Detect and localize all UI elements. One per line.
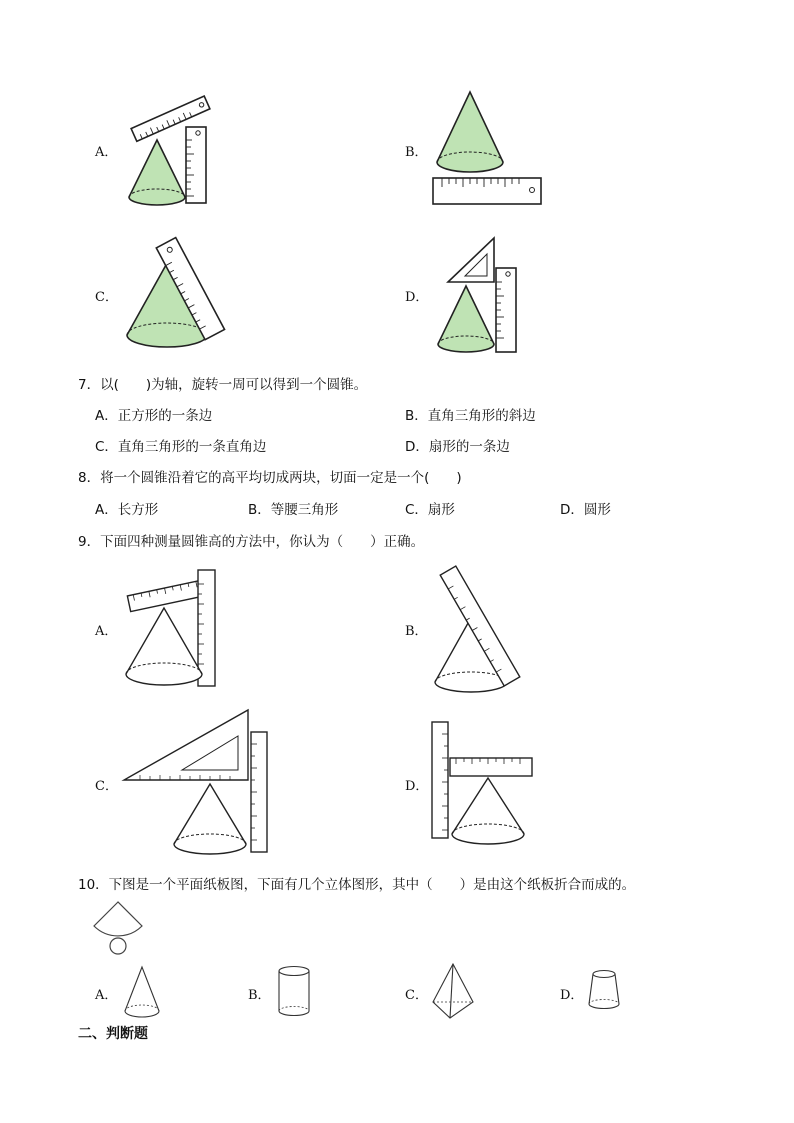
- section-2-title: 二、判断题: [78, 1026, 148, 1042]
- q10-option-c-label: C．: [405, 988, 428, 1003]
- q8-option-a[interactable]: A．长方形: [95, 502, 159, 518]
- q10-option-a-cone[interactable]: [122, 965, 162, 1020]
- q9-figure-a: [120, 564, 230, 688]
- q10-net-figure: [92, 900, 152, 958]
- q6-figure-a: [125, 90, 215, 210]
- q10-option-d-frustum[interactable]: [586, 968, 622, 1012]
- q7-option-c[interactable]: C．直角三角形的一条直角边: [95, 439, 267, 455]
- q10-stem: 10．下图是一个平面纸板图，下面有几个立体图形，其中（ ）是由这个纸板折合而成的。: [78, 877, 636, 893]
- q6-figure-d: [432, 236, 522, 356]
- q6-figure-c: [120, 235, 235, 353]
- q6-figure-b: [430, 90, 545, 208]
- q9-figure-d: [430, 718, 540, 842]
- q9-option-c-label: C．: [95, 779, 118, 794]
- q9-stem: 9．下面四种测量圆锥高的方法中，你认为（ ）正确。: [78, 534, 425, 550]
- q10-option-b-label: B．: [248, 988, 271, 1003]
- q10-option-a-label: A．: [95, 988, 118, 1003]
- q10-option-b-cylinder[interactable]: [276, 965, 312, 1020]
- q10-option-c-pyramid[interactable]: [430, 962, 476, 1022]
- q10-option-d-label: D．: [560, 988, 584, 1003]
- q9-figure-c: [120, 708, 270, 858]
- q8-stem: 8．将一个圆锥沿着它的高平均切成两块，切面一定是一个( ): [78, 470, 462, 486]
- q7-option-d[interactable]: D．扇形的一条边: [405, 439, 510, 455]
- q6-option-d-label: D．: [405, 290, 429, 305]
- q9-figure-b: [430, 560, 530, 695]
- q9-option-a-label: A．: [95, 624, 118, 639]
- q8-option-b[interactable]: B．等腰三角形: [248, 502, 339, 518]
- q7-option-b[interactable]: B．直角三角形的斜边: [405, 408, 536, 424]
- q8-option-d[interactable]: D．圆形: [560, 502, 611, 518]
- q6-option-c-label: C．: [95, 290, 118, 305]
- q9-option-d-label: D．: [405, 779, 429, 794]
- q7-stem: 7．以( )为轴，旋转一周可以得到一个圆锥。: [78, 377, 368, 393]
- q6-option-b-label: B．: [405, 145, 428, 160]
- q7-option-a[interactable]: A．正方形的一条边: [95, 408, 213, 424]
- q8-option-c[interactable]: C．扇形: [405, 502, 455, 518]
- q9-option-b-label: B．: [405, 624, 428, 639]
- q6-option-a-label: A．: [95, 145, 118, 160]
